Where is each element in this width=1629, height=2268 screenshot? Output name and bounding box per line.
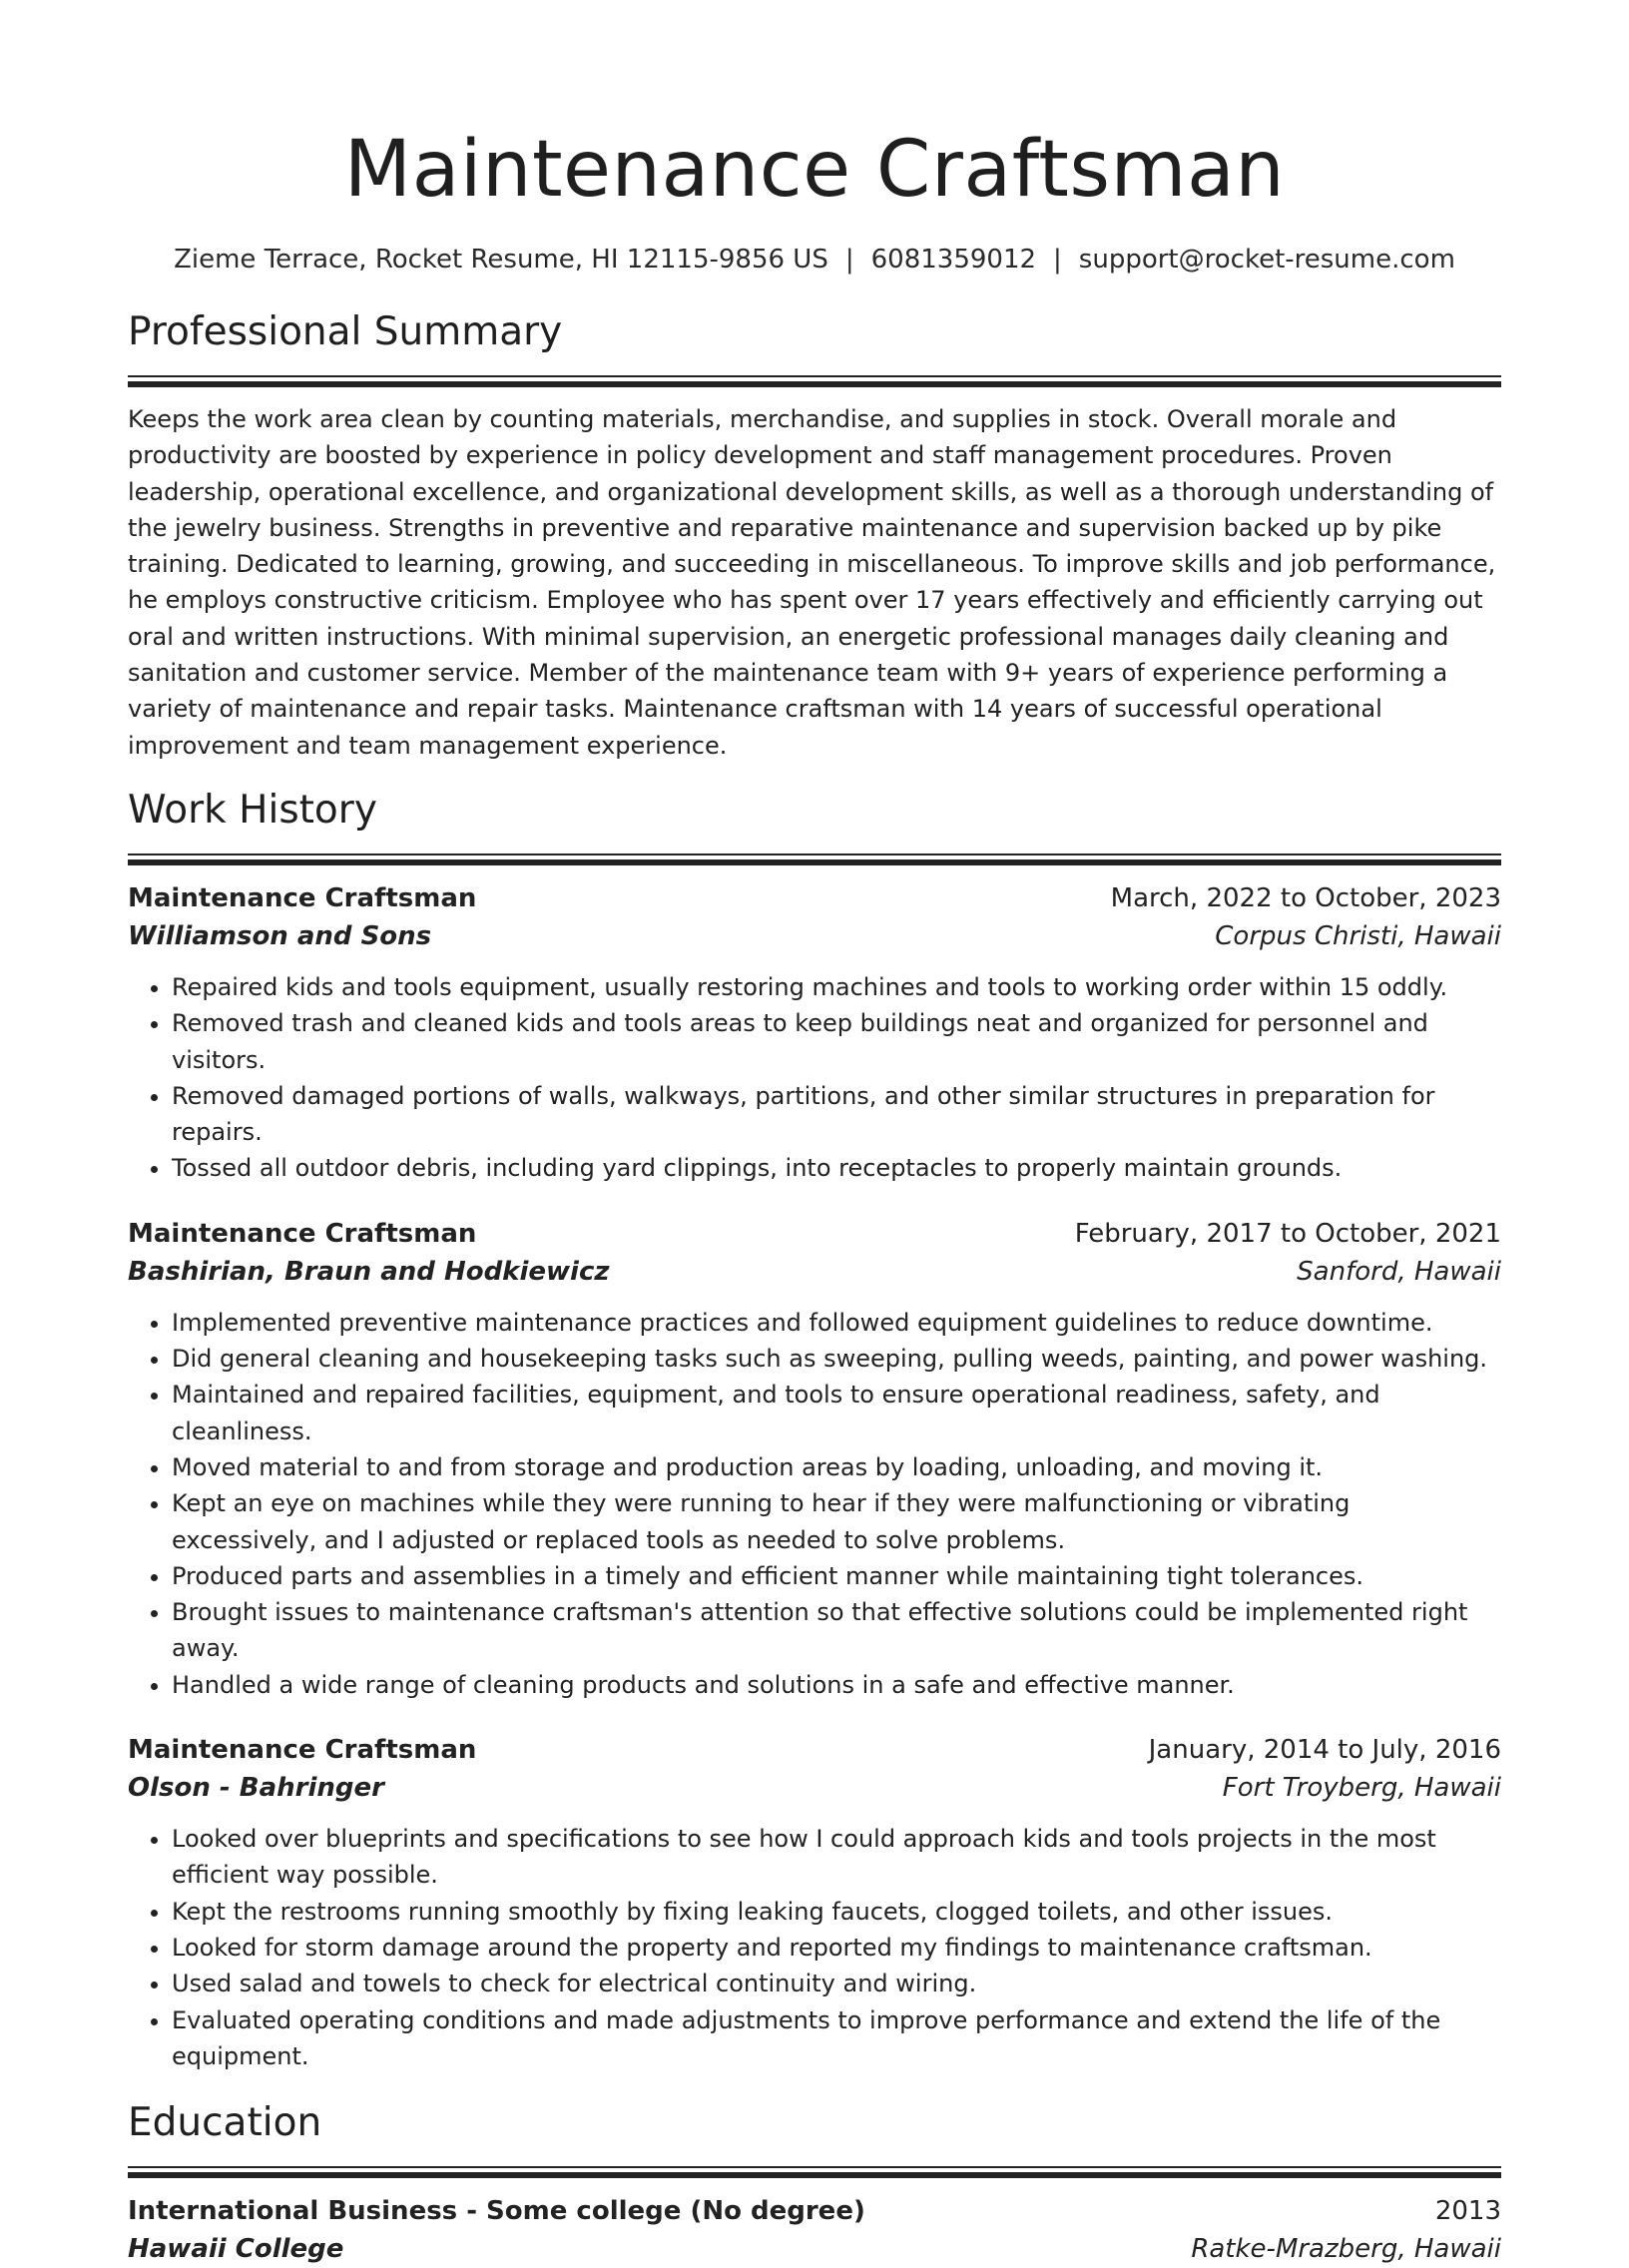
job-dates: March, 2022 to October, 2023 <box>1110 882 1501 913</box>
education-degree: International Business - Some college (No degree) <box>128 2196 865 2227</box>
section-title-work: Work History <box>128 787 377 833</box>
list-item: • Handled a wide range of cleaning products and solutions in a safe and effective manner. <box>172 1667 1501 1703</box>
list-item: • Tossed all outdoor debris, including yard clippings, into receptacles to properly maintain grounds. <box>172 1150 1501 1186</box>
job-location: Corpus Christi, Hawaii <box>1215 920 1501 951</box>
education-school: Hawaii College <box>128 2234 344 2265</box>
list-item: • Implemented preventive maintenance practices and followed equipment guidelines to reduce downtime. <box>172 1305 1501 1341</box>
list-item: • Repaired kids and tools equipment, usually restoring machines and tools to working order within 15 oddly. <box>172 969 1501 1005</box>
job-entry <box>128 1731 1501 2074</box>
summary-section <box>128 305 1501 764</box>
job-entry <box>128 879 1501 1187</box>
job-entry <box>128 1215 1501 1703</box>
job-employer: Williamson and Sons <box>128 920 432 951</box>
education-year: 2013 <box>1434 2196 1501 2227</box>
job-title: Maintenance Craftsman <box>128 1735 477 1766</box>
section-title-summary: Professional Summary <box>128 309 563 354</box>
contact-separator: | <box>844 245 854 275</box>
list-item: • Used salad and towels to check for electrical continuity and wiring. <box>172 1966 1501 2001</box>
section-divider <box>128 375 1501 387</box>
job-title: Maintenance Craftsman <box>128 1218 477 1249</box>
job-dates: February, 2017 to October, 2021 <box>1074 1218 1501 1249</box>
job-bullets <box>128 1305 1501 1703</box>
list-item: • Evaluated operating conditions and made adjustments to improve performance and extend the life of the equipment. <box>172 2002 1501 2075</box>
job-title: Maintenance Craftsman <box>128 882 477 913</box>
list-item: • Looked for storm damage around the property and reported my findings to maintenance craftsman. <box>172 1930 1501 1966</box>
contact-address: Zieme Terrace, Rocket Resume, HI 12115-9856 US <box>174 245 828 275</box>
job-location: Sanford, Hawaii <box>1297 1256 1501 1287</box>
education-location: Ratke-Mrazberg, Hawaii <box>1191 2234 1501 2265</box>
list-item: • Kept the restrooms running smoothly by fixing leaking faucets, clogged toilets, and other issues. <box>172 1894 1501 1930</box>
list-item: • Removed damaged portions of walls, walkways, partitions, and other similar structures in preparation for repairs. <box>172 1078 1501 1151</box>
list-item: • Kept an eye on machines while they were running to hear if they were malfunctioning or vibrating excessively, and I adjusted or replaced tools as needed to solve problems. <box>172 1485 1501 1558</box>
job-employer: Bashirian, Braun and Hodkiewicz <box>128 1256 610 1287</box>
job-employer: Olson - Bahringer <box>128 1773 384 1804</box>
list-item: • Produced parts and assemblies in a timely and efficient manner while maintaining tight tolerances. <box>172 1558 1501 1594</box>
contact-email: support@rocket-resume.com <box>1078 245 1455 275</box>
job-bullets <box>128 1821 1501 2074</box>
contact-phone: 6081359012 <box>870 245 1037 275</box>
candidate-name: Maintenance Craftsman <box>343 125 1286 215</box>
list-item: • Removed trash and cleaned kids and tools areas to keep buildings neat and organized for personnel and visitors. <box>172 1005 1501 1078</box>
section-divider <box>128 2166 1501 2178</box>
section-title-education: Education <box>128 2100 322 2146</box>
summary-text: Keeps the work area clean by counting materials, merchandise, and supplies in stock. Overall morale and productivity are boosted by experience in policy development and staff management procedures. Proven leadership, operational excellence, and organizational development skills, as well as a thorough understanding of the jewelry business. Strengths in preventive and reparative maintenance and supervision backed up by pike training. Dedicated to learning, growing, and succeeding in miscellaneous. To improve skills and job performance, he employs constructive criticism. Employee who has spent over 17 years effectively and efficiently carrying out oral and written instructions. With minimal supervision, an energetic professional manages daily cleaning and sanitation and customer service. Member of the maintenance team with 9+ years of experience performing a variety of maintenance and repair tasks. Maintenance craftsman with 14 years of successful operational improvement and team management experience. <box>128 405 1496 760</box>
job-location: Fort Troyberg, Hawaii <box>1222 1773 1501 1804</box>
list-item: • Moved material to and from storage and production areas by loading, unloading, and moving it. <box>172 1449 1501 1485</box>
contact-separator: | <box>1053 245 1062 275</box>
list-item: • Maintained and repaired facilities, equipment, and tools to ensure operational readiness, safety, and cleanliness. <box>172 1377 1501 1449</box>
education-entry <box>128 2192 1501 2268</box>
section-divider <box>128 853 1501 865</box>
list-item: • Looked over blueprints and specifications to see how I could approach kids and tools projects in the most efficient way possible. <box>172 1821 1501 1894</box>
work-section <box>128 784 1501 2074</box>
job-bullets <box>128 969 1501 1187</box>
contact-line <box>128 242 1501 278</box>
education-section <box>128 2096 1501 2268</box>
list-item: • Brought issues to maintenance craftsman's attention so that effective solutions could be implemented right away. <box>172 1594 1501 1667</box>
job-dates: January, 2014 to July, 2016 <box>1148 1735 1501 1766</box>
list-item: • Did general cleaning and housekeeping tasks such as sweeping, pulling weeds, painting, and power washing. <box>172 1341 1501 1377</box>
